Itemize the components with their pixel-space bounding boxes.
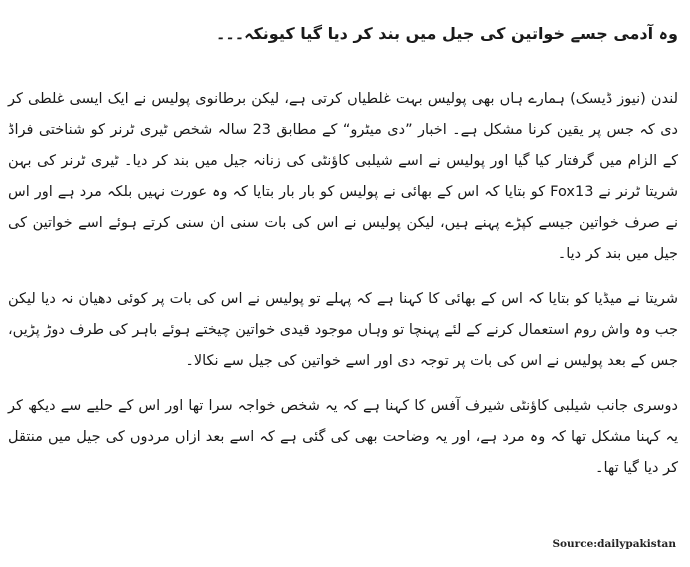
- source-credit: Source:dailypakistan: [552, 538, 676, 550]
- article-paragraph-1: لندن (نیوز ڈیسک) ہمارے ہاں بھی پولیس بہت غلطیاں کرتی ہے، لیکن برطانوی پولیس نے ایک ایسی غلطی کر دی کہ جس پر یقین کرنا مشکل ہے۔ اخبار ”دی میٹرو“ کے مطابق 23 سالہ شخص ٹیری ٹرنر کو شناختی فراڈ کے الزام میں گرفتار کیا گیا اور پولیس نے اسے شیلبی کاؤنٹی کی زنانہ جیل میں بند کر دیا۔ ٹیری ٹرنر کی بہن شریتا ٹرنر نے Fox13 کو بتایا کہ اس کے بھائی نے پولیس کو بار بار بتایا کہ وہ عورت نہیں بلکہ مرد ہے اور اس نے صرف خواتین جیسے کپڑے پہنے ہیں، لیکن پولیس نے اس کی بات سنی ان سنی کرتے ہوئے اسے خواتین کی جیل میں بند کر دیا۔: [8, 91, 678, 262]
- article-headline: وہ آدمی جسے خواتین کی جیل میں بند کر دیا گیا کیونکہ۔۔۔: [215, 24, 678, 43]
- news-article: [8, 0, 678, 484]
- article-paragraph-2: شریتا نے میڈیا کو بتایا کہ اس کے بھائی کا کہنا ہے کہ پہلے تو پولیس نے اس کی بات پر کوئی دھیان نہ دیا لیکن جب وہ واش روم استعمال کرنے کے لئے پہنچا تو وہاں موجود قیدی خواتین چیختے ہوئے باہر کی طرف دوڑ پڑیں، جس کے بعد پولیس نے اس کی بات پر توجہ دی اور اسے خواتین کی جیل سے نکالا۔: [8, 291, 678, 369]
- article-paragraph-3: دوسری جانب شیلبی کاؤنٹی شیرف آفس کا کہنا ہے کہ یہ شخص خواجہ سرا تھا اور اس کے حلیے سے دیکھ کر یہ کہنا مشکل تھا کہ وہ مرد ہے، اور یہ وضاحت بھی کی گئی ہے کہ اسے بعد ازاں مردوں کی جیل میں منتقل کر دیا گیا تھا۔: [8, 398, 678, 476]
